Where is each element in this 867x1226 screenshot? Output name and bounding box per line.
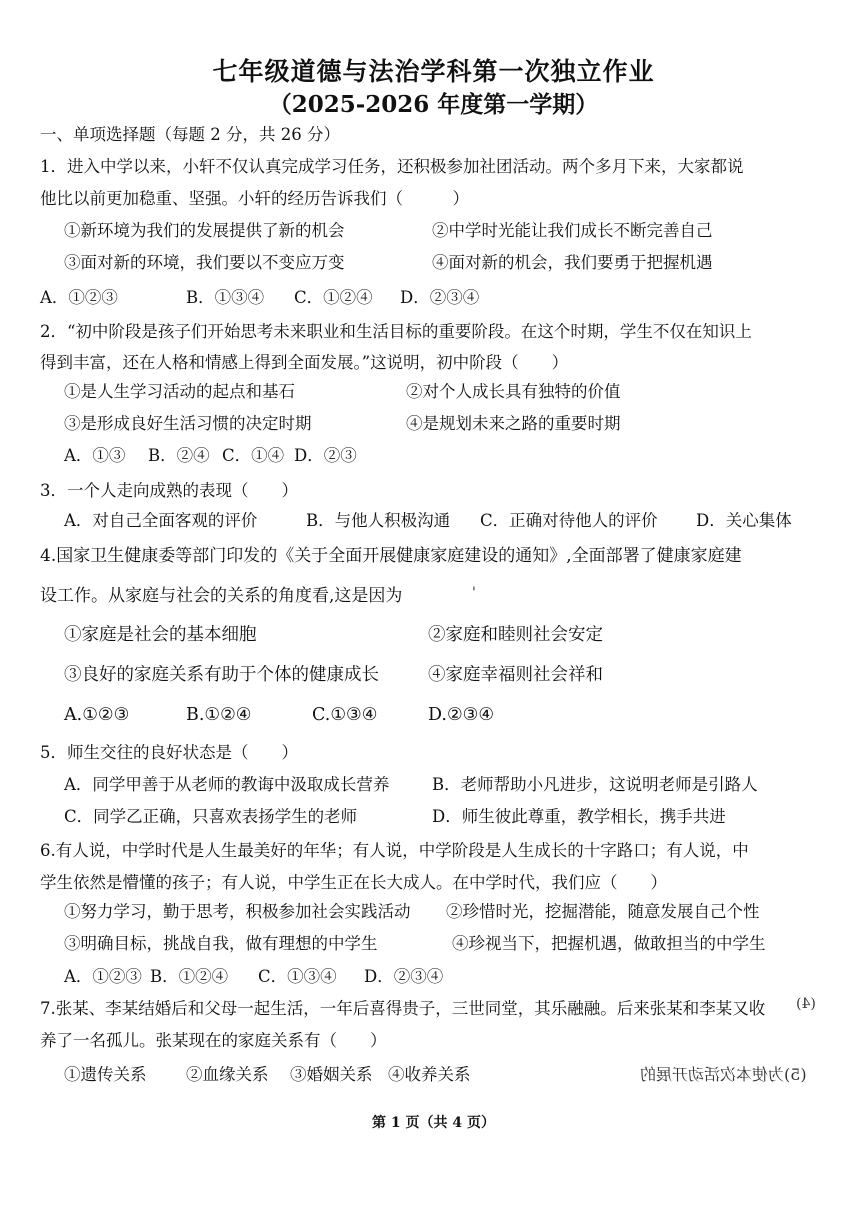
q4-statement-2: ②家庭和睦则社会安定 (428, 625, 603, 645)
q4-statement-1: ①家庭是社会的基本细胞 (64, 625, 257, 645)
q6-choice-b: B．①②④ (150, 967, 229, 986)
q4-statement-4: ④家庭幸福则社会祥和 (428, 665, 603, 685)
q7-statement-2: ②血缘关系 (186, 1065, 269, 1084)
q5-choice-b: B．老师帮助小凡进步，这说明老师是引路人 (432, 775, 758, 794)
q3-choice-a: A．对自己全面客观的评价 (64, 511, 258, 530)
q4-stem-line2: 设工作。从家庭与社会的关系的角度看,这是因为 (40, 586, 403, 606)
q2-statement-2: ②对个人成长具有独特的价值 (406, 382, 621, 401)
q6-choice-c: C．①③④ (258, 967, 337, 986)
q2-statement-4: ④是规划未来之路的重要时期 (406, 414, 621, 433)
bleed-through-text: (5)为使本次活动开展的 (640, 1065, 807, 1084)
q5-stem: 5．师生交往的良好状态是（ ） (40, 743, 298, 762)
page-number: 第 1 页（共 4 页） (372, 1115, 495, 1131)
exam-subtitle: （2025-2026 年度第一学期） (268, 91, 599, 118)
q1-choice-d: D．②③④ (400, 288, 480, 307)
q1-statement-2: ②中学时光能让我们成长不断完善自己 (432, 221, 713, 240)
q5-choice-a: A．同学甲善于从老师的教诲中汲取成长营养 (64, 775, 390, 794)
q6-choice-a: A．①②③ (64, 967, 142, 986)
q1-statement-1: ①新环境为我们的发展提供了新的机会 (64, 221, 345, 240)
section-heading: 一、单项选择题（每题 2 分，共 26 分） (40, 125, 340, 144)
q1-choice-c: C．①②④ (294, 288, 373, 307)
q2-stem-line1: 2．“初中阶段是孩子们开始思考未来职业和生活目标的重要阶段。在这个时期，学生不仅在知识上 (40, 322, 752, 341)
q2-stem-line2: 得到丰富，还在人格和情感上得到全面发展。”这说明，初中阶段（ ） (40, 353, 569, 372)
q1-statement-4: ④面对新的机会，我们要勇于把握机遇 (432, 253, 713, 272)
q2-choice-c: C．①④ (222, 446, 285, 465)
q7-statement-1: ①遗传关系 (64, 1065, 147, 1084)
q2-choice-d: D．②③ (294, 446, 357, 465)
q6-statement-4: ④珍视当下，把握机遇，做敢担当的中学生 (452, 934, 766, 953)
q6-stem-line1: 6.有人说，中学时代是人生最美好的年华；有人说，中学阶段是人生成长的十字路口；有人说，中 (40, 841, 749, 860)
q6-stem-line2: 学生依然是懵懂的孩子；有人说，中学生正在长大成人。在中学时代，我们应（ ） (40, 873, 667, 892)
q7-statement-3: ③婚姻关系 (290, 1065, 373, 1084)
q4-statement-3: ③良好的家庭关系有助于个体的健康成长 (64, 665, 379, 685)
q5-choice-c: C．同学乙正确，只喜欢表扬学生的老师 (64, 807, 358, 826)
q1-choice-a: A．①②③ (40, 288, 118, 307)
q2-statement-1: ①是人生学习活动的起点和基石 (64, 382, 295, 401)
q6-choice-d: D．②③④ (364, 967, 444, 986)
q1-stem-line2: 他比以前更加稳重、坚强。小轩的经历告诉我们（ ） (40, 189, 469, 208)
q4-choice-a: A.①②③ (64, 705, 130, 725)
q3-stem: 3．一个人走向成熟的表现（ ） (40, 481, 298, 500)
q3-choice-d: D．关心集体 (696, 511, 792, 530)
q7-statement-4: ④收养关系 (388, 1065, 471, 1084)
q5-choice-d: D．师生彼此尊重，教学相长，携手共进 (432, 807, 726, 826)
q7-stem-line1: 7.张某、李某结婚后和父母一起生活，一年后喜得贵子，三世同堂，其乐融融。后来张某和李某又收 (40, 999, 766, 1018)
q6-statement-3: ③明确目标，挑战自我，做有理想的中学生 (64, 934, 378, 953)
q1-statement-3: ③面对新的环境，我们要以不变应万变 (64, 253, 345, 272)
q4-choice-b: B.①②④ (186, 705, 252, 725)
stray-mark: ' (472, 585, 476, 601)
q3-choice-c: C．正确对待他人的评价 (480, 511, 658, 530)
q4-choice-c: C.①③④ (312, 705, 378, 725)
q7-stem-line2: 养了一名孤儿。张某现在的家庭关系有（ ） (40, 1031, 387, 1050)
exam-title: 七年级道德与法治学科第一次独立作业 (212, 57, 655, 86)
q1-choice-b: B．①③④ (186, 288, 265, 307)
q6-statement-2: ②珍惜时光，挖掘潜能，随意发展自己个性 (446, 902, 760, 921)
bleed-through-mark: (4) (796, 996, 816, 1012)
q2-choice-a: A．①③ (64, 446, 126, 465)
q6-statement-1: ①努力学习，勤于思考，积极参加社会实践活动 (64, 902, 411, 921)
q4-choice-d: D.②③④ (428, 705, 495, 725)
q2-statement-3: ③是形成良好生活习惯的决定时期 (64, 414, 312, 433)
q1-stem-line1: 1．进入中学以来，小轩不仅认真完成学习任务，还积极参加社团活动。两个多月下来，大家都说 (40, 157, 744, 176)
q2-choice-b: B．②④ (148, 446, 210, 465)
q3-choice-b: B．与他人积极沟通 (306, 511, 451, 530)
q4-stem-line1: 4.国家卫生健康委等部门印发的《关于全面开展健康家庭建设的通知》,全面部署了健康家庭建 (40, 546, 742, 566)
